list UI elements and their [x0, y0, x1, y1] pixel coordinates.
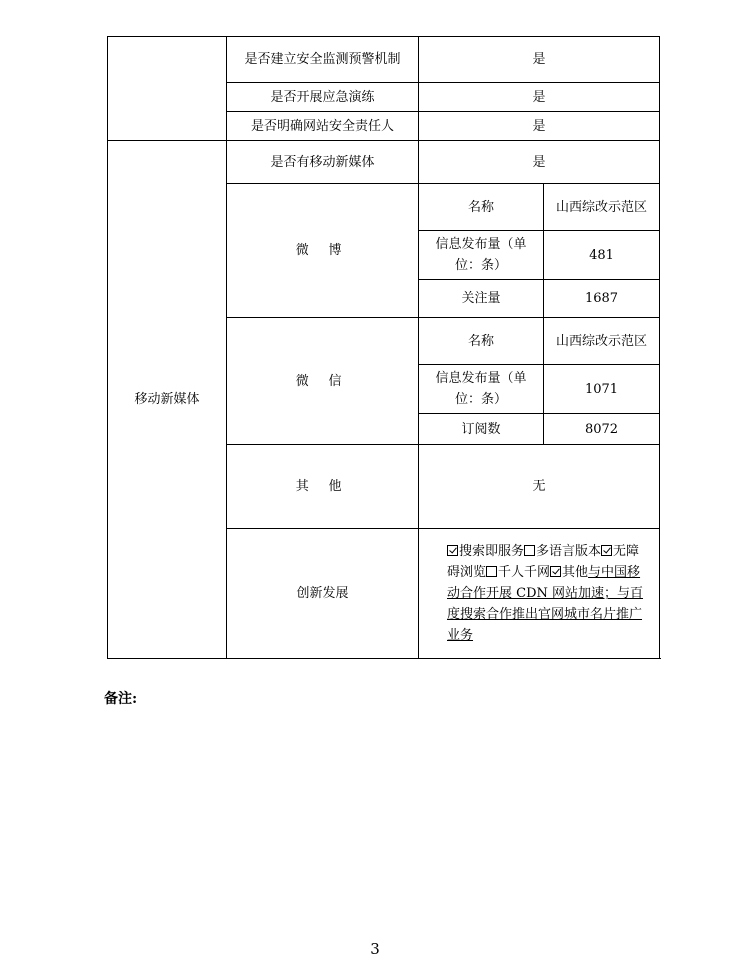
- innovation-options: [447, 541, 651, 646]
- checkbox-checked-icon: [447, 545, 458, 556]
- mobile-section-label: 移动新媒体: [108, 141, 227, 659]
- weibo-posts-label: 信息发布量（单位：条）: [419, 231, 544, 280]
- option-label: 千人千网: [498, 565, 551, 580]
- safety-value: 是: [419, 83, 660, 112]
- weixin-posts-label: 信息发布量（单位：条）: [419, 365, 544, 414]
- checkbox-empty-icon: [486, 566, 497, 577]
- checkbox-empty-icon: [524, 545, 535, 556]
- weixin-subscribers-label: 订阅数: [419, 414, 544, 445]
- weixin-subscribers-value: 8072: [544, 414, 660, 445]
- weixin-name-value: 山西综改示范区: [544, 318, 660, 365]
- safety-label: 是否明确网站安全责任人: [227, 112, 419, 141]
- option-label: 其他: [562, 565, 589, 580]
- table-row: [108, 141, 660, 184]
- has-mobile-label: 是否有移动新媒体: [227, 141, 419, 184]
- option-label: 无障碍浏览: [447, 544, 640, 580]
- page-number: 3: [370, 940, 380, 958]
- safety-label: 是否开展应急演练: [227, 83, 419, 112]
- weibo-name-label: 名称: [419, 184, 544, 231]
- table-row: [108, 37, 660, 83]
- weixin-posts-value: 1071: [544, 365, 660, 414]
- weibo-label: 微 博: [227, 184, 419, 318]
- safety-value: 是: [419, 37, 660, 83]
- weibo-posts-value: 481: [544, 231, 660, 280]
- other-detail-text: 与中国移动合作开展 CDN 网站加速；与百度搜索合作推出官网城市名片推广业务: [447, 565, 644, 643]
- has-mobile-value: 是: [419, 141, 660, 184]
- weixin-name-label: 名称: [419, 318, 544, 365]
- report-table: [107, 36, 660, 659]
- safety-value: 是: [419, 112, 660, 141]
- other-media-label: 其 他: [227, 445, 419, 529]
- option-label: 多语言版本: [536, 544, 602, 559]
- innovation-content: [419, 529, 660, 659]
- option-label: 搜索即服务: [459, 544, 525, 559]
- weibo-followers-label: 关注量: [419, 280, 544, 318]
- checkbox-checked-icon: [601, 545, 612, 556]
- other-media-value: 无: [419, 445, 660, 529]
- safety-label: 是否建立安全监测预警机制: [227, 37, 419, 83]
- weibo-followers-value: 1687: [544, 280, 660, 318]
- checkbox-checked-icon: [550, 566, 561, 577]
- section-cell-safety: [108, 37, 227, 141]
- weixin-label: 微 信: [227, 318, 419, 445]
- weibo-name-value: 山西综改示范区: [544, 184, 660, 231]
- note-label: 备注:: [104, 691, 138, 707]
- innovation-label: 创新发展: [227, 529, 419, 659]
